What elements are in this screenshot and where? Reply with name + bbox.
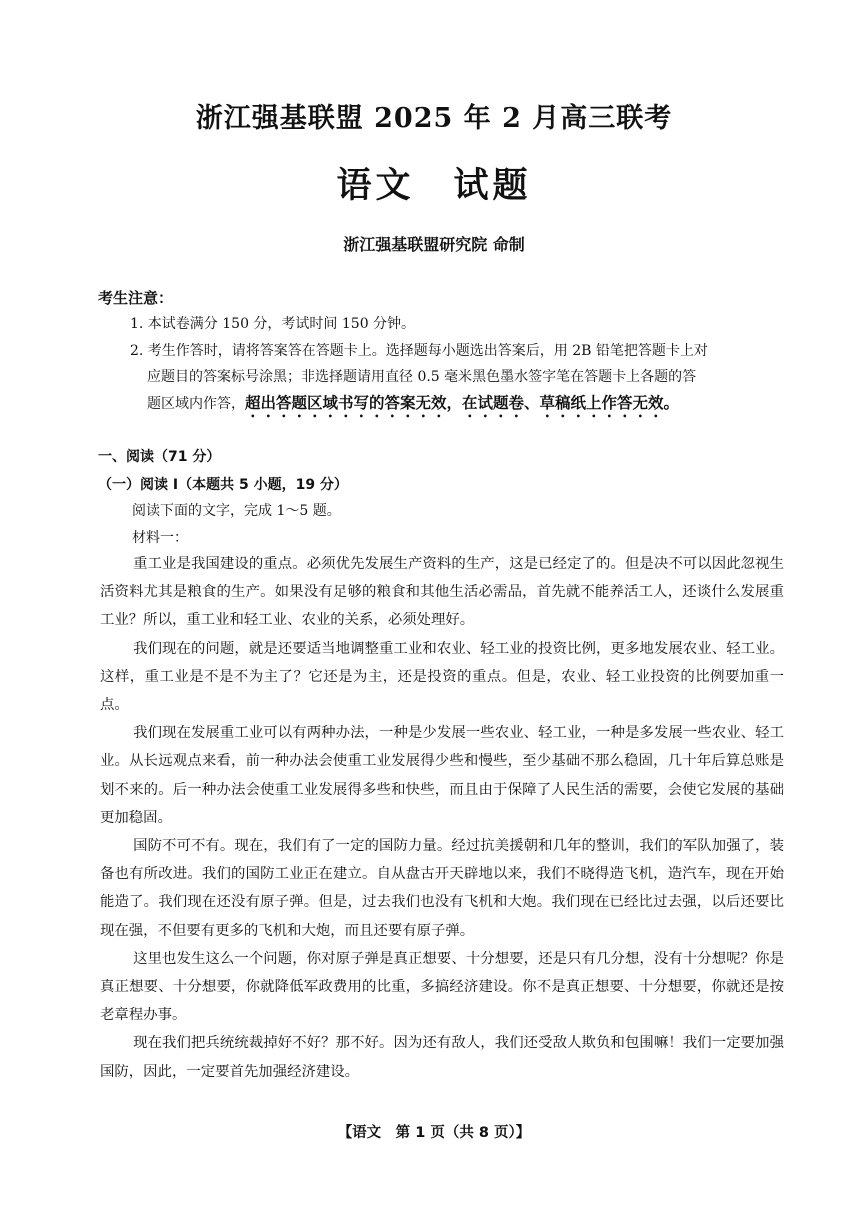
publisher-line: 浙江强基联盟研究院 命制 [343,235,525,254]
reading-instruction: 阅读下面的文字，完成 1～5 题。 [132,503,341,519]
paragraph: 现在我们把兵统统裁掉好不好？那不好。因为还有敌人，我们还受敌人欺负和包围嘛！我们一定要加强国防，因此，一定要首先加强经济建设。 [100,1035,784,1080]
notice-item-2-line-3-plain: 题区域内作答， [147,396,245,412]
page-footer: 【语文 第 1 页（共 8 页）】 [337,1125,531,1141]
section-heading: 一、阅读（71 分） [98,449,221,465]
paragraph: 我们现在的问题，就是还要适当地调整重工业和农业、轻工业的投资比例，更多地发展农业、轻工业。这样，重工业是不是不为主了？它还是为主，还是投资的重点。但是，农业、轻工业投资的比例要加重一点。 [100,640,784,714]
paragraph: 我们现在发展重工业可以有两种办法，一种是少发展一些农业、轻工业，一种是多发展一些农业、轻工业。从长远观点来看，前一种办法会使重工业发展得少些和慢些，至少基础不那么稳固，几十年后算总账是划不来的。后一种办法会使重工业发展得多些和快些，而且由于保障了人民生活的需要，会使它发展的基础更加稳固。 [100,725,784,826]
notice-item-2 [130,338,785,421]
material-body [100,550,784,1086]
notice-heading: 考生注意： [98,289,174,307]
notice-item-2-line-1: 2. 考生作答时，请将答案答在答题卡上。选择题每小题选出答案后，用 2B 铅笔把答题卡上对 [130,343,708,359]
notice-item-1: 1. 本试卷满分 150 分，考试时间 150 分钟。 [130,316,416,332]
material-label: 材料一： [132,530,188,546]
subsection-heading: （一）阅读 Ⅰ（本题共 5 小题，19 分） [98,477,348,493]
paragraph: 国防不可不有。现在，我们有了一定的国防力量。经过抗美援朝和几年的整训，我们的军队加强了，装备也有所改进。我们的国防工业正在建立。自从盘古开天辟地以来，我们不晓得造飞机，造汽车，现在开始能造了。我们现在还没有原子弹。但是，过去我们也没有飞机和大炮。我们现在已经比过去强，以后还要比现在强，不但要有更多的飞机和大炮，而且还要有原子弹。 [100,838,784,939]
subject-title: 语文 试题 [336,165,532,206]
exam-title: 浙江强基联盟 2025 年 2 月高三联考 [195,103,673,134]
notice-item-2-line-3 [130,390,785,421]
notice-item-2-line-2: 应题目的答案标号涂黑；非选择题请用直径 0.5 毫米黑色墨水签字笔在答题卡上各题的答 [147,369,697,385]
paragraph: 重工业是我国建设的重点。必须优先发展生产资料的生产，这是已经定了的。但是决不可以因此忽视生活资料尤其是粮食的生产。如果没有足够的粮食和其他生活必需品，首先就不能养活工人，还谈什么发展重工业？所以，重工业和轻工业、农业的关系，必须处理好。 [100,556,784,629]
paragraph: 这里也发生这么一个问题，你对原子弹是真正想要、十分想要，还是只有几分想，没有十分想呢？你是真正想要、十分想要，你就降低军政费用的比重，多搞经济建设。你不是真正想要、十分想要，你就还是按老章程办事。 [100,950,784,1024]
notice-emphasis-warning: 超出答题区域书写的答案无效，在试题卷、草稿纸上作答无效。 [245,394,680,412]
